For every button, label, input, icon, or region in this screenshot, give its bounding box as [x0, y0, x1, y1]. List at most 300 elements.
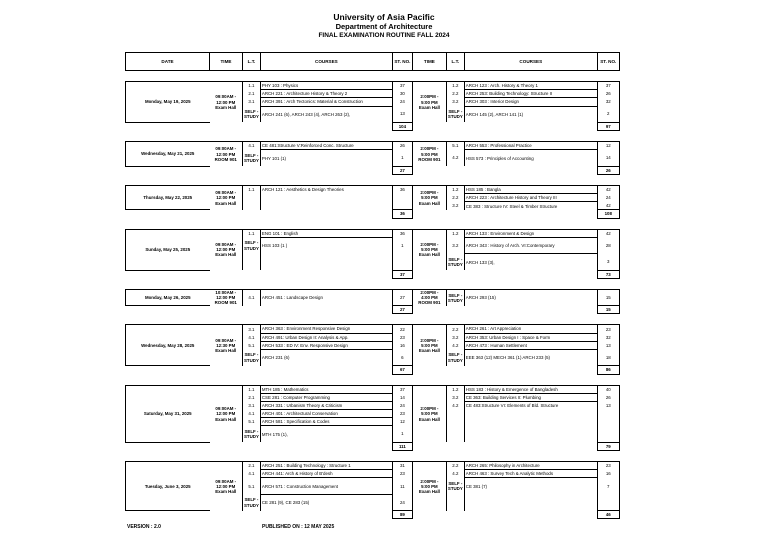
am-course-cell: ARCH 441: Arch & History of B'desh: [260, 470, 392, 478]
pm-time-line: 2:00PM -: [420, 478, 439, 484]
am-lt-cell: 4.1: [243, 289, 261, 305]
am-course-cell: ARCH 451 : Landscape Design: [260, 289, 392, 305]
am-lt-cell: 4.1: [243, 470, 261, 478]
pm-total: 108: [597, 210, 619, 218]
am-stno-cell: 36: [392, 185, 412, 193]
am-stno-cell: 30: [392, 90, 412, 98]
am-time-slot: [210, 229, 243, 270]
pm-lt-cell: 3.2: [446, 333, 464, 341]
am-stno-cell: [392, 202, 412, 210]
exam-date: Monday, May 26, 2025: [126, 289, 210, 305]
am-lt-cell: 3.1: [243, 325, 261, 333]
pm-time-line: Exam Hall: [418, 200, 440, 206]
row-gap: [126, 451, 620, 462]
pm-course-cell: ARCH 253: Building Technology: Structure II: [464, 90, 597, 98]
am-time-line: 12:00 PM: [216, 195, 236, 201]
row-gap: [126, 278, 620, 289]
pm-lt-cell: 2.2: [446, 194, 464, 202]
exam-date: Saturday, May 31, 2025: [126, 385, 210, 442]
am-total: 67: [392, 366, 412, 374]
total-spacer: [412, 511, 597, 519]
pm-time-slot: [412, 385, 446, 442]
pm-time-line: 2:00PM -: [420, 146, 439, 152]
pm-course-cell: ARCH 303 : Interior Design: [464, 98, 597, 106]
am-time-line: 09:00AM -: [215, 190, 237, 196]
pm-stno-cell: 15: [597, 289, 619, 305]
am-time-line: ROOM 901: [214, 300, 237, 306]
routine-title: FINAL EXAMINATION ROUTINE FALL 2024: [318, 32, 450, 39]
exam-date: Monday, May 19, 2025: [126, 82, 210, 123]
pm-lt-cell: 1.2: [446, 385, 464, 393]
total-row: [126, 366, 620, 374]
am-stno-cell: 37: [392, 385, 412, 393]
pm-time-line: 2:00PM -: [420, 406, 439, 412]
am-stno-cell: 36: [392, 229, 412, 237]
total-spacer: [412, 306, 597, 314]
pm-time-line: Exam Hall: [418, 416, 440, 422]
am-course-cell: [260, 254, 392, 270]
pm-course-cell: [464, 410, 597, 418]
total-row: [126, 306, 620, 314]
pm-lt-cell: 4.2: [446, 341, 464, 349]
pm-stno-cell: 26: [597, 90, 619, 98]
exam-date: Wednesday, May 28, 2025: [126, 325, 210, 366]
pm-course-cell: ARCH 463 : Survey Tech & Analytic Methods: [464, 470, 597, 478]
am-time-line: 12:00 PM: [216, 99, 236, 105]
pm-course-cell: [464, 418, 597, 426]
am-total: 36: [392, 210, 412, 218]
col-header-date: DATE: [126, 53, 210, 71]
am-lt-cell: SELF - STUDY: [243, 494, 261, 510]
pm-lt-cell: 1.2: [446, 82, 464, 90]
am-time-line: 12:00 PM: [216, 151, 236, 157]
am-course-cell: ARCH 331 : Urbanism Theory & Criticism: [260, 401, 392, 409]
pm-course-cell: ARCH 293 (15): [464, 289, 597, 305]
pm-stno-cell: 3: [597, 254, 619, 270]
pm-total: 79: [597, 442, 619, 450]
am-time-line: 12:00 PM: [216, 483, 236, 489]
am-time-line: 12:00 PM: [216, 411, 236, 417]
am-time-line: 12:00 PM: [216, 295, 236, 301]
am-course-cell: [260, 202, 392, 210]
am-stno-cell: 1: [392, 237, 412, 253]
am-lt-cell: 2.1: [243, 462, 261, 470]
pm-time-slot: [412, 325, 446, 366]
pm-time-line: 5:00 PM: [421, 343, 438, 349]
am-time-line: 09:00AM -: [215, 478, 237, 484]
pm-course-cell: ARCH 353: Urban Design I : Space & Form: [464, 333, 597, 341]
pm-course-cell: ARCH 261 : Art Appreciation: [464, 325, 597, 333]
pm-stno-cell: [597, 418, 619, 426]
am-time-line: 09:00AM -: [215, 337, 237, 343]
pm-lt-cell: [446, 418, 464, 426]
pm-lt-cell: 3.2: [446, 202, 464, 210]
col-header-stno-am: ST. NO.: [392, 53, 412, 71]
pm-time-line: Exam Hall: [418, 252, 440, 258]
pm-time-line: ROOM 901: [418, 156, 441, 162]
am-time-line: 10:00AM -: [215, 289, 237, 295]
total-spacer: [412, 166, 597, 174]
pm-course-cell: ARCH 133 (3),: [464, 254, 597, 270]
pm-lt-cell: SELF - STUDY: [446, 349, 464, 365]
pm-course-cell: ARCH 343 : History of Arch. VI:Contemporary: [464, 237, 597, 253]
total-spacer: [412, 442, 597, 450]
am-total: 89: [392, 511, 412, 519]
pm-stno-cell: 7: [597, 478, 619, 494]
am-lt-cell: [243, 194, 261, 202]
row-gap: [126, 314, 620, 325]
am-lt-cell: 3.1: [243, 401, 261, 409]
am-time-line: 09:00AM -: [215, 406, 237, 412]
total-spacer: [126, 166, 393, 174]
pm-time-line: Exam Hall: [418, 348, 440, 354]
pm-course-cell: CE 383 : Structure IV: Steel & Timber Structure: [464, 202, 597, 210]
am-lt-cell: 4.1: [243, 142, 261, 150]
total-row: [126, 166, 620, 174]
am-stno-cell: 23: [392, 333, 412, 341]
am-lt-cell: SELF - STUDY: [243, 106, 261, 122]
am-lt-cell: 5.1: [243, 341, 261, 349]
am-time-slot: [210, 142, 243, 167]
table-row: [126, 325, 620, 333]
total-spacer: [412, 210, 597, 218]
total-spacer: [412, 122, 597, 130]
row-gap: [126, 71, 620, 82]
row-gap: [126, 218, 620, 229]
pm-lt-cell: 1.2: [446, 229, 464, 237]
am-course-cell: CE 281 (9), CE 283 (15): [260, 494, 392, 510]
am-course-cell: ARCH 581 : Specification & Codes: [260, 418, 392, 426]
am-time-line: Exam Hall: [215, 416, 237, 422]
pm-course-cell: CE 381 (7): [464, 478, 597, 494]
pm-course-cell: EEE 363 (12) MECH 361 (1) ARCH 233 (5): [464, 349, 597, 365]
pm-time-line: 5:00 PM: [421, 151, 438, 157]
total-spacer: [126, 442, 393, 450]
pm-time-line: 5:00 PM: [421, 411, 438, 417]
pm-stno-cell: 14: [597, 150, 619, 166]
pm-time-line: 5:00 PM: [421, 99, 438, 105]
am-course-cell: ARCH 391 : Arch Tectonics: Material & Construction: [260, 98, 392, 106]
pm-total: 73: [597, 270, 619, 278]
pm-lt-cell: 2.2: [446, 462, 464, 470]
pm-course-cell: HSS 183 : History & Emergence of Bangladesh: [464, 385, 597, 393]
total-spacer: [126, 306, 393, 314]
pm-time-line: ROOM 901: [418, 300, 441, 306]
exam-date: Thursday, May 22, 2025: [126, 185, 210, 210]
pm-lt-cell: SELF - STUDY: [446, 478, 464, 494]
am-lt-cell: SELF - STUDY: [243, 426, 261, 442]
col-header-stno-pm: ST. NO.: [597, 53, 619, 71]
am-lt-cell: 1.1: [243, 229, 261, 237]
am-course-cell: ARCH 121 : Aesthetics & Design Theories: [260, 185, 392, 193]
table-row: [126, 185, 620, 193]
pm-stno-cell: 18: [597, 349, 619, 365]
pm-time-line: Exam Hall: [418, 104, 440, 110]
am-total: 27: [392, 306, 412, 314]
am-stno-cell: [392, 254, 412, 270]
am-time-slot: [210, 185, 243, 210]
university-name: University of Asia Pacific: [333, 12, 435, 22]
am-course-cell: MTH 185 : Mathematics: [260, 385, 392, 393]
am-course-cell: ARCH 251 : Building Technology : Structure 1: [260, 462, 392, 470]
pm-course-cell: ARCH 473 : Human Settlement: [464, 341, 597, 349]
pm-time-line: 5:00 PM: [421, 195, 438, 201]
am-course-cell: ARCH 241 (6), ARCH 243 (4), ARCH 263 (2),: [260, 106, 392, 122]
row-gap: [126, 374, 620, 385]
am-lt-cell: 2.1: [243, 393, 261, 401]
am-lt-cell: [243, 202, 261, 210]
pm-stno-cell: 24: [597, 194, 619, 202]
pm-lt-cell: 4.2: [446, 470, 464, 478]
pm-stno-cell: 42: [597, 229, 619, 237]
pm-lt-cell: 5.1: [446, 142, 464, 150]
pm-time-line: 2:00PM -: [420, 190, 439, 196]
am-stno-cell: 14: [392, 393, 412, 401]
pm-total: 26: [597, 166, 619, 174]
am-stno-cell: 24: [392, 494, 412, 510]
pm-lt-cell: [446, 410, 464, 418]
am-lt-cell: SELF - STUDY: [243, 150, 261, 166]
am-course-cell: [260, 194, 392, 202]
pm-stno-cell: 32: [597, 333, 619, 341]
total-row: [126, 210, 620, 218]
am-stno-cell: 12: [392, 418, 412, 426]
pm-course-cell: HSS 573 : Principles of Accounting: [464, 150, 597, 166]
pm-total: 86: [597, 366, 619, 374]
total-spacer: [412, 270, 597, 278]
pm-course-cell: ARCH 145 (2), ARCH 141 (1): [464, 106, 597, 122]
total-spacer: [126, 210, 393, 218]
pm-stno-cell: 2: [597, 106, 619, 122]
pm-time-slot: [412, 82, 446, 123]
exam-date: Wednesday, May 21, 2025: [126, 142, 210, 167]
pm-stno-cell: 23: [597, 325, 619, 333]
am-total: 27: [392, 166, 412, 174]
pm-lt-cell: 3.2: [446, 237, 464, 253]
col-header-time-pm: TIME: [412, 53, 446, 71]
pm-course-cell: [464, 426, 597, 442]
am-time-slot: [210, 325, 243, 366]
am-time-slot: [210, 385, 243, 442]
pm-time-slot: [412, 289, 446, 305]
am-time-slot: [210, 289, 243, 305]
am-time-line: Exam Hall: [215, 348, 237, 354]
pm-time-line: 4:00 PM: [421, 295, 438, 301]
am-lt-cell: 5.1: [243, 418, 261, 426]
am-stno-cell: 1: [392, 150, 412, 166]
am-time-slot: [210, 462, 243, 511]
am-stno-cell: 16: [392, 341, 412, 349]
am-total: 37: [392, 270, 412, 278]
pm-time-line: 2:00PM -: [420, 289, 439, 295]
pm-lt-cell: SELF - STUDY: [446, 106, 464, 122]
am-stno-cell: 22: [392, 325, 412, 333]
pm-time-line: 2:00PM -: [420, 337, 439, 343]
pm-course-cell: ARCH 223 : Architecture History and Theory III: [464, 194, 597, 202]
pm-time-line: Exam Hall: [418, 488, 440, 494]
am-course-cell: CSE 281 : Computer Programming: [260, 393, 392, 401]
pm-course-cell: CE 483:Structure VI: Elements of Bld. Structure: [464, 401, 597, 409]
pm-course-cell: ARCH 123 : Arch. History & Theory 1: [464, 82, 597, 90]
pm-lt-cell: SELF - STUDY: [446, 254, 464, 270]
col-header-lt-pm: L.T.: [446, 53, 464, 71]
am-lt-cell: 4.1: [243, 333, 261, 341]
am-lt-cell: [243, 254, 261, 270]
pm-stno-cell: 28: [597, 237, 619, 253]
pm-lt-cell: 4.2: [446, 150, 464, 166]
am-time-line: 12:00 PM: [216, 247, 236, 253]
pm-stno-cell: 26: [597, 393, 619, 401]
exam-routine-table: [125, 52, 620, 519]
table-row: [126, 229, 620, 237]
am-course-cell: ARCH 221 : Architecture History & Theory 2: [260, 90, 392, 98]
am-course-cell: ENG 101 : English: [260, 229, 392, 237]
am-course-cell: HSS 103 (1 ): [260, 237, 392, 253]
am-stno-cell: 23: [392, 470, 412, 478]
am-stno-cell: [392, 194, 412, 202]
pm-total: 97: [597, 122, 619, 130]
am-total: 104: [392, 122, 412, 130]
am-stno-cell: 11: [392, 478, 412, 494]
am-lt-cell: SELF - STUDY: [243, 349, 261, 365]
am-course-cell: CE 481:Structure V:Reinforced Conc. Structure: [260, 142, 392, 150]
am-course-cell: ARCH 491: Urban Design II: Analysis & App.: [260, 333, 392, 341]
am-lt-cell: 3.1: [243, 98, 261, 106]
am-lt-cell: 5.1: [243, 478, 261, 494]
total-row: [126, 442, 620, 450]
table-row: [126, 462, 620, 470]
total-row: [126, 511, 620, 519]
am-course-cell: ARCH 401 : Architectural Conservation: [260, 410, 392, 418]
pm-lt-cell: 3.2: [446, 98, 464, 106]
pm-stno-cell: [597, 410, 619, 418]
pm-total: 15: [597, 306, 619, 314]
total-row: [126, 270, 620, 278]
am-stno-cell: 27: [392, 289, 412, 305]
am-stno-cell: 37: [392, 82, 412, 90]
am-time-line: Exam Hall: [215, 200, 237, 206]
department-name: Department of Architecture: [335, 22, 433, 31]
total-spacer: [126, 122, 393, 130]
am-time-line: Exam Hall: [215, 104, 237, 110]
pm-stno-cell: 37: [597, 82, 619, 90]
am-lt-cell: 1.1: [243, 185, 261, 193]
pm-lt-cell: 1.2: [446, 185, 464, 193]
am-time-line: Exam Hall: [215, 252, 237, 258]
pm-lt-cell: 2.2: [446, 325, 464, 333]
pm-stno-cell: 42: [597, 185, 619, 193]
total-spacer: [126, 366, 393, 374]
am-stno-cell: 24: [392, 98, 412, 106]
total-row: [126, 122, 620, 130]
am-course-cell: ARCH 363 : Environment Responsive Design: [260, 325, 392, 333]
pm-time-line: 2:00PM -: [420, 94, 439, 100]
am-stno-cell: 24: [392, 401, 412, 409]
total-spacer: [412, 366, 597, 374]
total-spacer: [126, 511, 393, 519]
pm-stno-cell: 32: [597, 98, 619, 106]
pm-stno-cell: 13: [597, 401, 619, 409]
col-header-courses-pm: COURSES: [464, 53, 597, 71]
am-lt-cell: 1.1: [243, 385, 261, 393]
am-stno-cell: 26: [392, 142, 412, 150]
pm-stno-cell: [597, 494, 619, 510]
pm-stno-cell: 23: [597, 462, 619, 470]
pm-total: 46: [597, 511, 619, 519]
pm-lt-cell: 4.2: [446, 401, 464, 409]
exam-date: Tuesday, June 3, 2025: [126, 462, 210, 511]
pm-lt-cell: [446, 426, 464, 442]
pm-stno-cell: 13: [597, 341, 619, 349]
am-stno-cell: 23: [392, 410, 412, 418]
am-time-line: 12:30 PM: [216, 343, 236, 349]
am-time-line: ROOM 901: [214, 156, 237, 162]
pm-course-cell: HSS 185 : Bangla: [464, 185, 597, 193]
am-course-cell: PHY 103 : Physics: [260, 82, 392, 90]
am-lt-cell: 2.1: [243, 90, 261, 98]
am-time-slot: [210, 82, 243, 123]
col-header-lt-am: L.T.: [243, 53, 261, 71]
exam-date: Sunday, May 25, 2025: [126, 229, 210, 270]
pm-lt-cell: SELF - STUDY: [446, 289, 464, 305]
am-stno-cell: 31: [392, 462, 412, 470]
pm-course-cell: ARCH 133 : Environment & Design: [464, 229, 597, 237]
am-time-line: 09:00AM -: [215, 146, 237, 152]
pm-time-line: 5:00 PM: [421, 483, 438, 489]
am-stno-cell: 13: [392, 106, 412, 122]
am-stno-cell: 1: [392, 426, 412, 442]
pm-lt-cell: [446, 494, 464, 510]
am-time-line: 09:00AM -: [215, 94, 237, 100]
row-gap: [126, 174, 620, 185]
am-stno-cell: 6: [392, 349, 412, 365]
am-course-cell: ARCH 571 : Construction Management: [260, 478, 392, 494]
pm-lt-cell: 2.2: [446, 90, 464, 98]
pm-time-slot: [412, 229, 446, 270]
am-course-cell: ARCH 231 (6): [260, 349, 392, 365]
pm-course-cell: CE 363: Building Services II: Plumbing: [464, 393, 597, 401]
pm-time-slot: [412, 142, 446, 167]
am-course-cell: PHY 101 (1): [260, 150, 392, 166]
table-row: [126, 82, 620, 90]
am-lt-cell: SELF - STUDY: [243, 237, 261, 253]
row-gap: [126, 131, 620, 142]
am-time-line: 09:00AM -: [215, 242, 237, 248]
published-label: PUBLISHED ON : 12 MAY 2025: [262, 524, 335, 530]
total-spacer: [126, 270, 393, 278]
table-row: [126, 289, 620, 305]
pm-stno-cell: 12: [597, 142, 619, 150]
pm-stno-cell: 16: [597, 470, 619, 478]
pm-course-cell: [464, 494, 597, 510]
version-label: VERSION : 2.0: [127, 524, 161, 530]
pm-time-line: 2:00PM -: [420, 242, 439, 248]
pm-time-line: 5:00 PM: [421, 247, 438, 253]
am-course-cell: ARCH 533 : ED IV: Env. Responsive Design: [260, 341, 392, 349]
am-total: 111: [392, 442, 412, 450]
am-time-line: Exam Hall: [215, 488, 237, 494]
col-header-courses-am: COURSES: [260, 53, 392, 71]
pm-stno-cell: [597, 426, 619, 442]
am-lt-cell: 4.1: [243, 410, 261, 418]
pm-time-slot: [412, 462, 446, 511]
pm-time-slot: [412, 185, 446, 210]
pm-lt-cell: 3.2: [446, 393, 464, 401]
table-row: [126, 385, 620, 393]
col-header-time-am: TIME: [210, 53, 243, 71]
pm-course-cell: ARCH 553 : Professional Practice: [464, 142, 597, 150]
pm-stno-cell: 40: [597, 385, 619, 393]
